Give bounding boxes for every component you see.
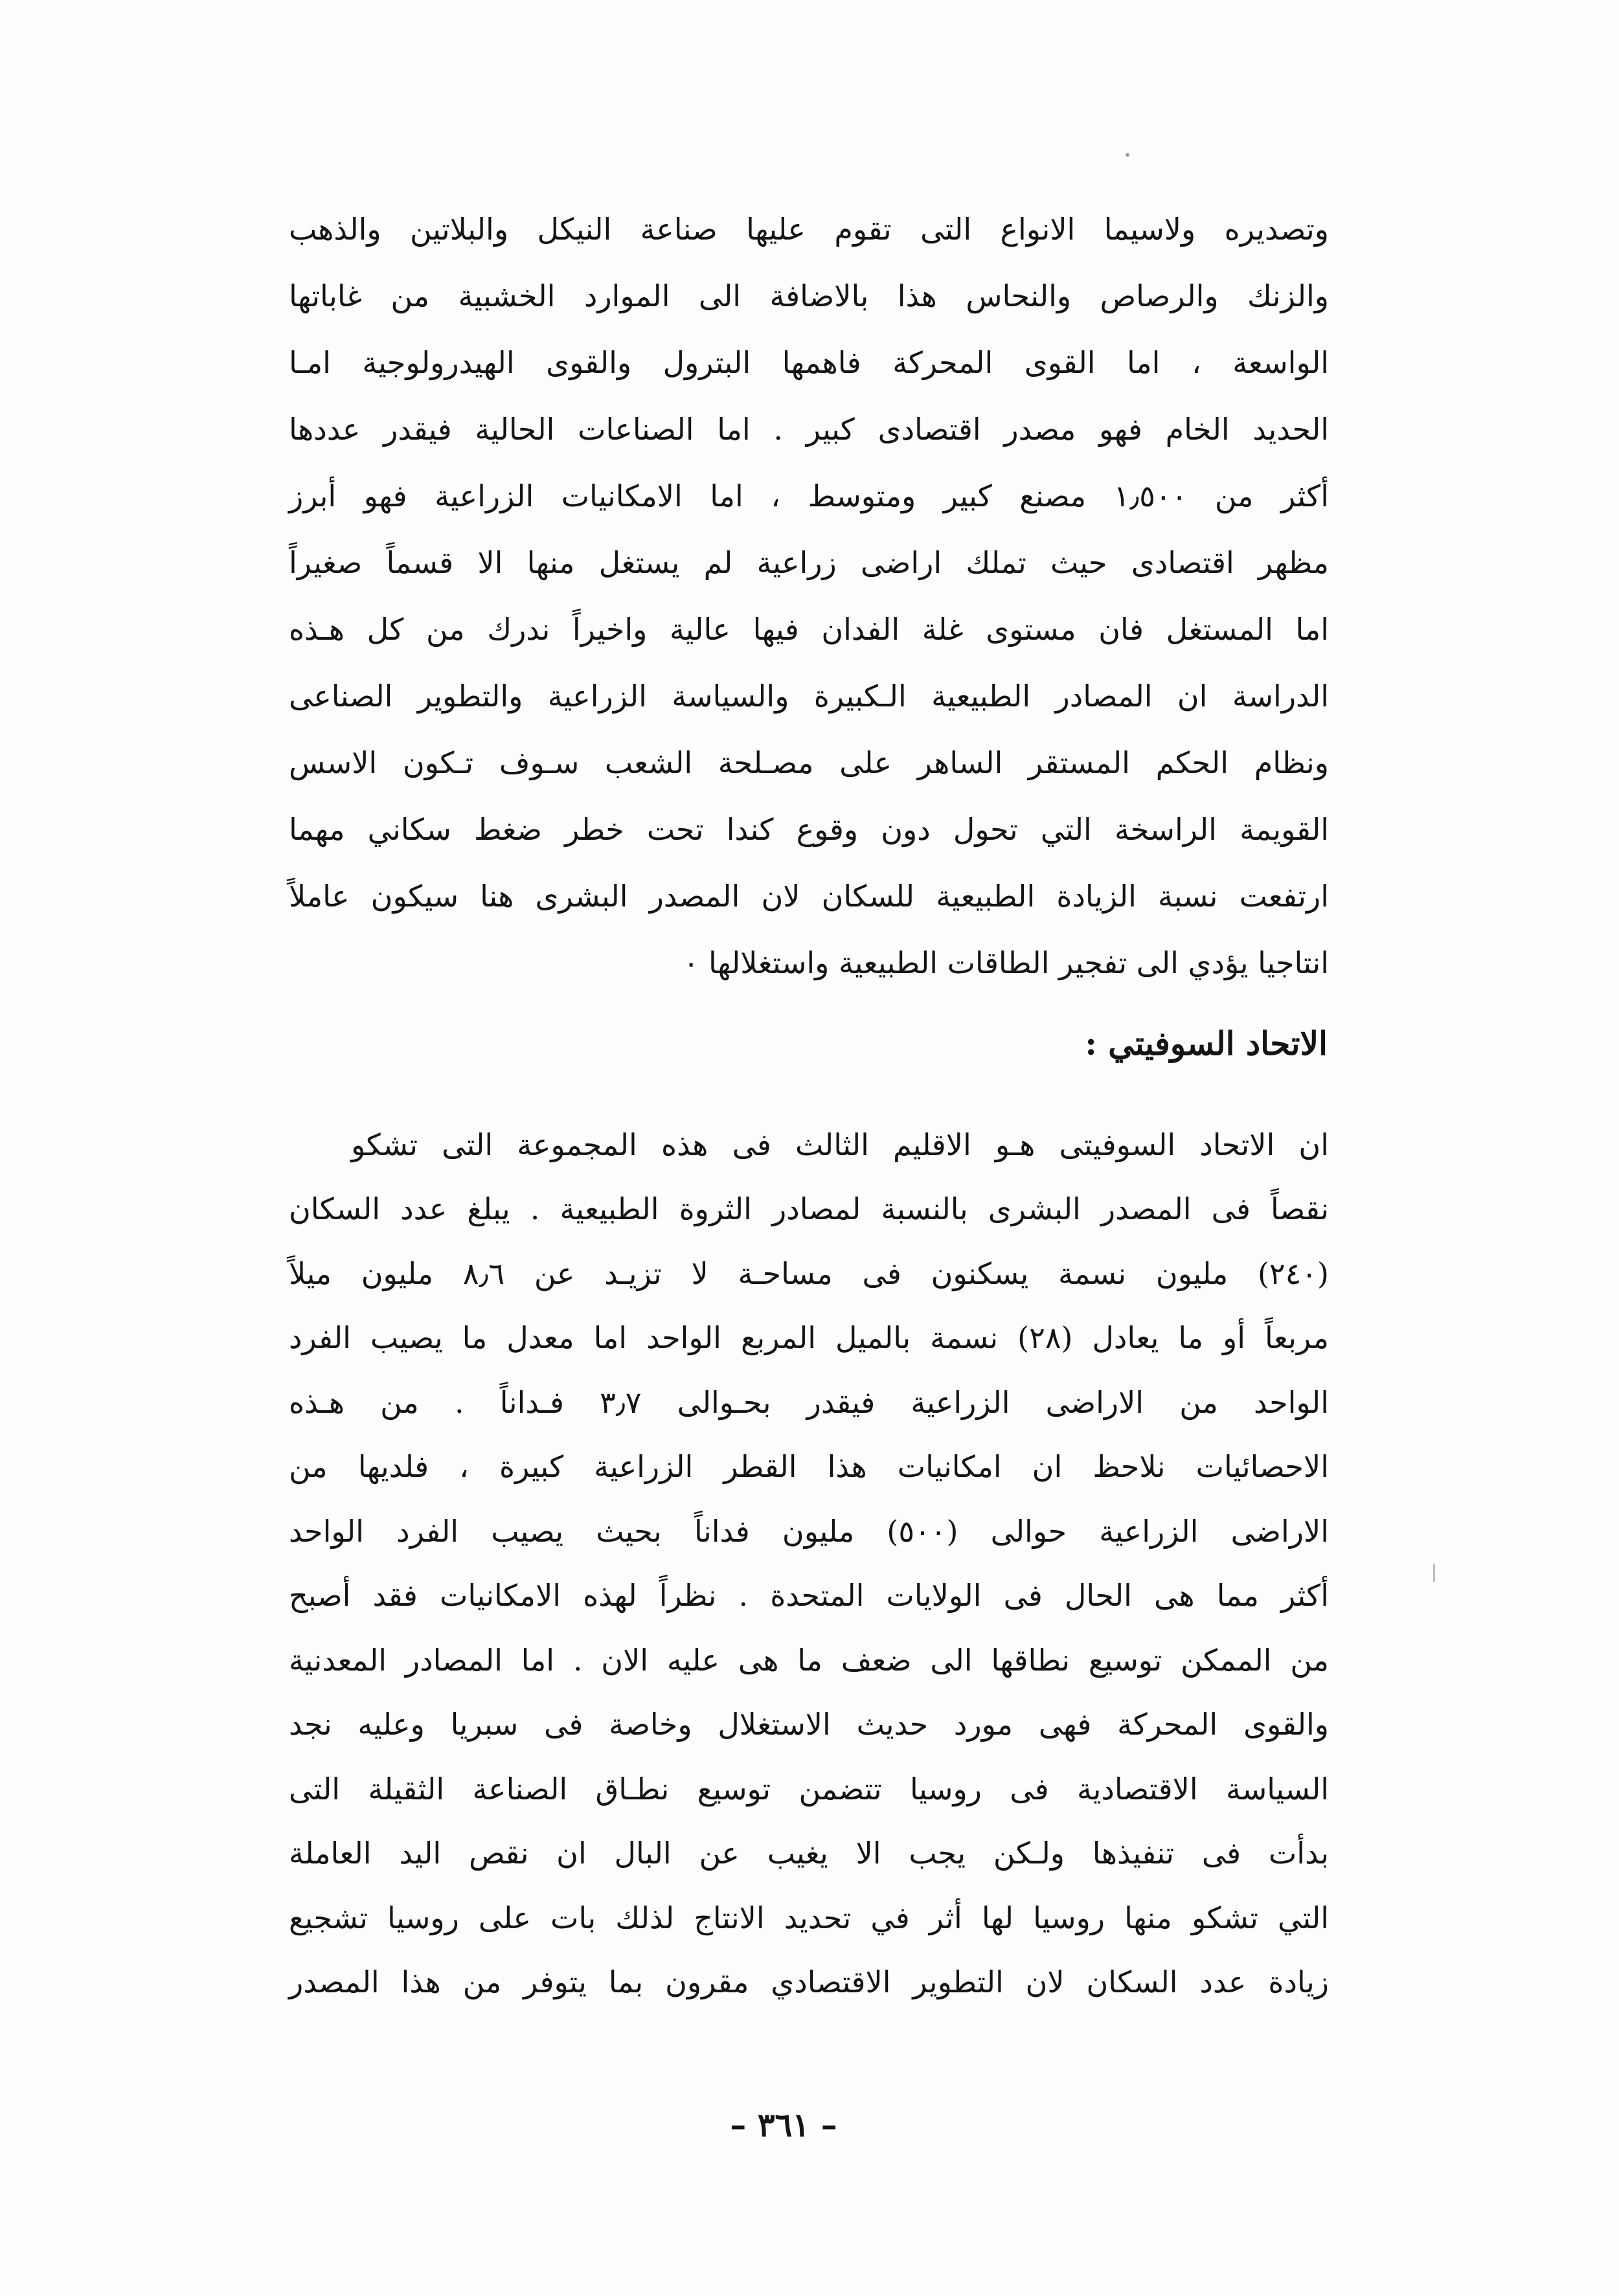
paragraph-2-line-12: بدأت فى تنفيذها ولـكن يجب الا يغيب عن البال ان نقص اليد العاملة bbox=[289, 1836, 1329, 1871]
paragraph-1-line-1: وتصديره ولاسيما الانواع التى تقوم عليها صناعة النيكل والبلاتين والذهب bbox=[289, 212, 1329, 247]
paragraph-1-line-12: انتاجيا يؤدي الى تفجير الطاقات الطبيعية واستغلالها ٠ bbox=[683, 945, 1329, 980]
paragraph-1-line-10: القويمة الراسخة التي تحول دون وقوع كندا تحت خطر ضغط سكاني مهما bbox=[289, 812, 1329, 847]
paragraph-1-line-6: مظهر اقتصادى حيث تملك اراضى زراعية لم يستغل منها الا قسماً صغيراً bbox=[289, 545, 1329, 580]
page-number: – ٣٦١ – bbox=[730, 2106, 837, 2144]
section-heading: الاتحاد السوفيتي : bbox=[1085, 1024, 1328, 1063]
paragraph-2-line-2: نقصاً فى المصدر البشرى بالنسبة لمصادر الثروة الطبيعية . يبلغ عدد السكان bbox=[289, 1191, 1330, 1226]
paragraph-2-line-9: من الممكن توسيع نطاقها الى ضعف ما هى عليه الان . اما المصادر المعدنية bbox=[289, 1643, 1329, 1678]
paragraph-1-line-9: ونظام الحكم المستقر الساهر على مصـلحة الشعب سـوف تـكون الاسس bbox=[289, 745, 1329, 780]
paragraph-1-line-7: اما المستغل فان مستوى غلة الفدان فيها عالية واخيراً ندرك من كل هـذه bbox=[289, 612, 1329, 647]
paragraph-1-line-2: والزنك والرصاص والنحاس هذا بالاضافة الى الموارد الخشبية من غاباتها bbox=[289, 278, 1329, 313]
scan-speck bbox=[1126, 153, 1129, 157]
paragraph-2-line-11: السياسة الاقتصادية فى روسيا تتضمن توسيع نطـاق الصناعة الثقيلة التى bbox=[289, 1772, 1329, 1806]
paragraph-2-line-1: ان الاتحاد السوفيتى هـو الاقليم الثالث فى هذه المجموعة التى تشكو bbox=[351, 1127, 1329, 1162]
paragraph-2-line-6: الاحصائيات نلاحظ ان امكانيات هذا القطر الزراعية كبيرة ، فلديها من bbox=[289, 1449, 1329, 1484]
paragraph-2-line-13: التي تشكو منها روسيا لها أثر في تحديد الانتاج لذلك بات على روسيا تشجيع bbox=[289, 1900, 1329, 1935]
paragraph-2-line-5: الواحد من الاراضى الزراعية فيقدر بحـوالى ٣٫٧ فـداناً . من هـذه bbox=[289, 1385, 1329, 1420]
paragraph-1-line-3: الواسعة ، اما القوى المحركة فاهمها البترول والقوى الهيدرولوجية امـا bbox=[289, 345, 1330, 380]
paragraph-2-line-8: أكثر مما هى الحال فى الولايات المتحدة . نظراً لهذه الامكانيات فقد أصبح bbox=[289, 1578, 1329, 1613]
scan-margin-mark bbox=[1433, 1564, 1435, 1582]
paragraph-2-line-3: (٢٤٠) مليون نسمة يسكنون فى مساحـة لا تزيـد عن ٨٫٦ مليون ميلاً bbox=[289, 1256, 1329, 1291]
paragraph-1-line-8: الدراسة ان المصادر الطبيعية الـكبيرة والسياسة الزراعية والتطوير الصناعى bbox=[289, 679, 1329, 714]
paragraph-2-line-14: زيادة عدد السكان لان التطوير الاقتصادي مقرون بما يتوفر من هذا المصدر bbox=[289, 1964, 1329, 1999]
paragraph-1-line-4: الحديد الخام فهو مصدر اقتصادى كبير . اما الصناعات الحالية فيقدر عددها bbox=[289, 412, 1329, 447]
paragraph-2-line-10: والقوى المحركة فهى مورد حديث الاستغلال وخاصة فى سبريا وعليه نجد bbox=[289, 1707, 1329, 1742]
paragraph-2-line-4: مربعاً أو ما يعادل (٢٨) نسمة بالميل المربع الواحد اما معدل ما يصيب الفرد bbox=[289, 1320, 1329, 1355]
paragraph-2-line-7: الاراضى الزراعية حوالى (٥٠٠) مليون فداناً بحيث يصيب الفرد الواحد bbox=[289, 1514, 1329, 1549]
paragraph-1-line-5: أكثر من ١٫٥٠٠ مصنع كبير ومتوسط ، اما الامكانيات الزراعية فهو أبرز bbox=[289, 478, 1329, 513]
paragraph-1-line-11: ارتفعت نسبة الزيادة الطبيعية للسكان لان المصدر البشرى هنا سيكون عاملاً bbox=[289, 879, 1329, 914]
